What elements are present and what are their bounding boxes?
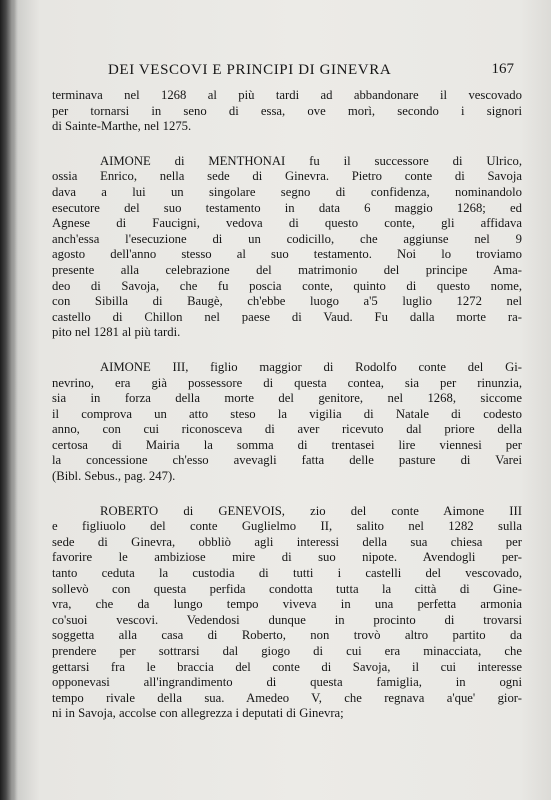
text-line: e figliuolo del conte Guglielmo II, salito nel 1282 sulla (52, 519, 522, 534)
running-head-title: DEI VESCOVI E PRINCIPI DI GINEVRA (108, 62, 392, 78)
text-line: presente alla celebrazione del matrimonio del principe Ama- (52, 262, 522, 277)
text-line: nevrino, era già possessore di questa contea, sia per rinunzia, (52, 375, 522, 390)
text-line: agosto dell'anno stesso al suo testamento. Noi lo troviamo (52, 247, 522, 262)
text-line-indented (52, 360, 522, 376)
text-line: il comprova un atto steso la vigilia di Natale di codesto (52, 406, 522, 421)
text-line: sede di Ginevra, obbliò agli interessi della sua chiesa per (52, 534, 522, 549)
text-line: co'suoi vescovi. Vedendosi dunque in procinto di trovarsi (52, 612, 522, 627)
paragraph-aimone-iii (52, 360, 522, 485)
text-line: terminava nel 1268 al più tardi ad abbandonare il vescovado (52, 88, 522, 102)
text-line-indented (52, 154, 522, 170)
text-line: AIMONE III, figlio maggior di Rodolfo conte del Gi- (100, 359, 522, 374)
text-line: ni in Savoja, accolse con allegrezza i deputati di Ginevra; (52, 706, 344, 721)
text-line: gettarsi fra le braccia del conte di Savoja, il cui interesse (52, 659, 522, 674)
text-line: ROBERTO di GENEVOIS, zio del conte Aimone III (100, 503, 522, 518)
paragraph-aimone-menthonai (52, 154, 522, 341)
paragraph-roberto-genevois (52, 504, 522, 722)
text-line: pito nel 1281 al più tardi. (52, 325, 181, 340)
book-page (52, 58, 522, 722)
text-line-indented (52, 504, 522, 520)
text-line: soggetta alla casa di Roberto, non trovò altro partito da (52, 628, 522, 643)
book-gutter-shadow (0, 0, 16, 800)
text-line: opponevasi all'ingrandimento di questa famiglia, in ogni (52, 675, 522, 690)
text-line: vra, che da lungo tempo viveva in una perfetta armonia (52, 597, 522, 612)
text-line: esecutore del suo testamento in data 6 maggio 1268; ed (52, 200, 522, 215)
text-line: ossia Enrico, nella sede di Ginevra. Pietro conte di Savoja (52, 169, 522, 184)
page-number: 167 (491, 61, 514, 77)
text-line: per tornarsi in seno di essa, ove morì, secondo i signori (52, 103, 522, 118)
text-line: tempo rivale della sua. Amedeo V, che regnava a'que' gior- (52, 690, 522, 705)
text-line: AIMONE di MENTHONAI fu il successore di Ulrico, (100, 153, 522, 168)
text-line: certosa di Mairia la somma di trentasei lire viennesi per (52, 437, 522, 452)
text-line: deo di Savoja, che fu poscia conte, quinto di questo nome, (52, 278, 522, 293)
text-line: la concessione ch'esso avevagli fatta delle pasture di Varei (52, 453, 522, 468)
text-line: (Bibl. Sebus., pag. 247). (52, 469, 176, 484)
text-line: dava a lui un singolare segno di confidenza, nominandolo (52, 184, 522, 199)
text-line: sia in forza della morte del genitore, nel 1268, siccome (52, 391, 522, 406)
text-line: di Sainte-Marthe, nel 1275. (52, 119, 192, 134)
text-line: anno, con cui riconosceva di aver ricevuto dal priore della (52, 422, 522, 437)
text-line: favorire le ambiziose mire di suo nipote. Avendogli per- (52, 550, 522, 565)
text-line: sollevò con questa perfida condotta tutta la città di Gine- (52, 581, 522, 596)
text-line: con Sibilla di Baugè, ch'ebbe luogo a'5 luglio 1272 nel (52, 294, 522, 309)
text-line: castello di Chillon nel paese di Vaud. Fu dalla morte ra- (52, 309, 522, 324)
paragraph-continuation (52, 88, 522, 135)
text-line: Agnese di Faucigni, vedova di questo conte, gli affidava (52, 216, 522, 231)
running-head (52, 58, 522, 88)
text-line: tanto ceduta la custodia di tutti i castelli del vescovado, (52, 566, 522, 581)
text-line: prendere per sottrarsi dal giogo di cui era minacciata, che (52, 644, 522, 658)
text-line: anch'essa l'esecuzione di un codicillo, che aggiunse nel 9 (52, 231, 522, 246)
